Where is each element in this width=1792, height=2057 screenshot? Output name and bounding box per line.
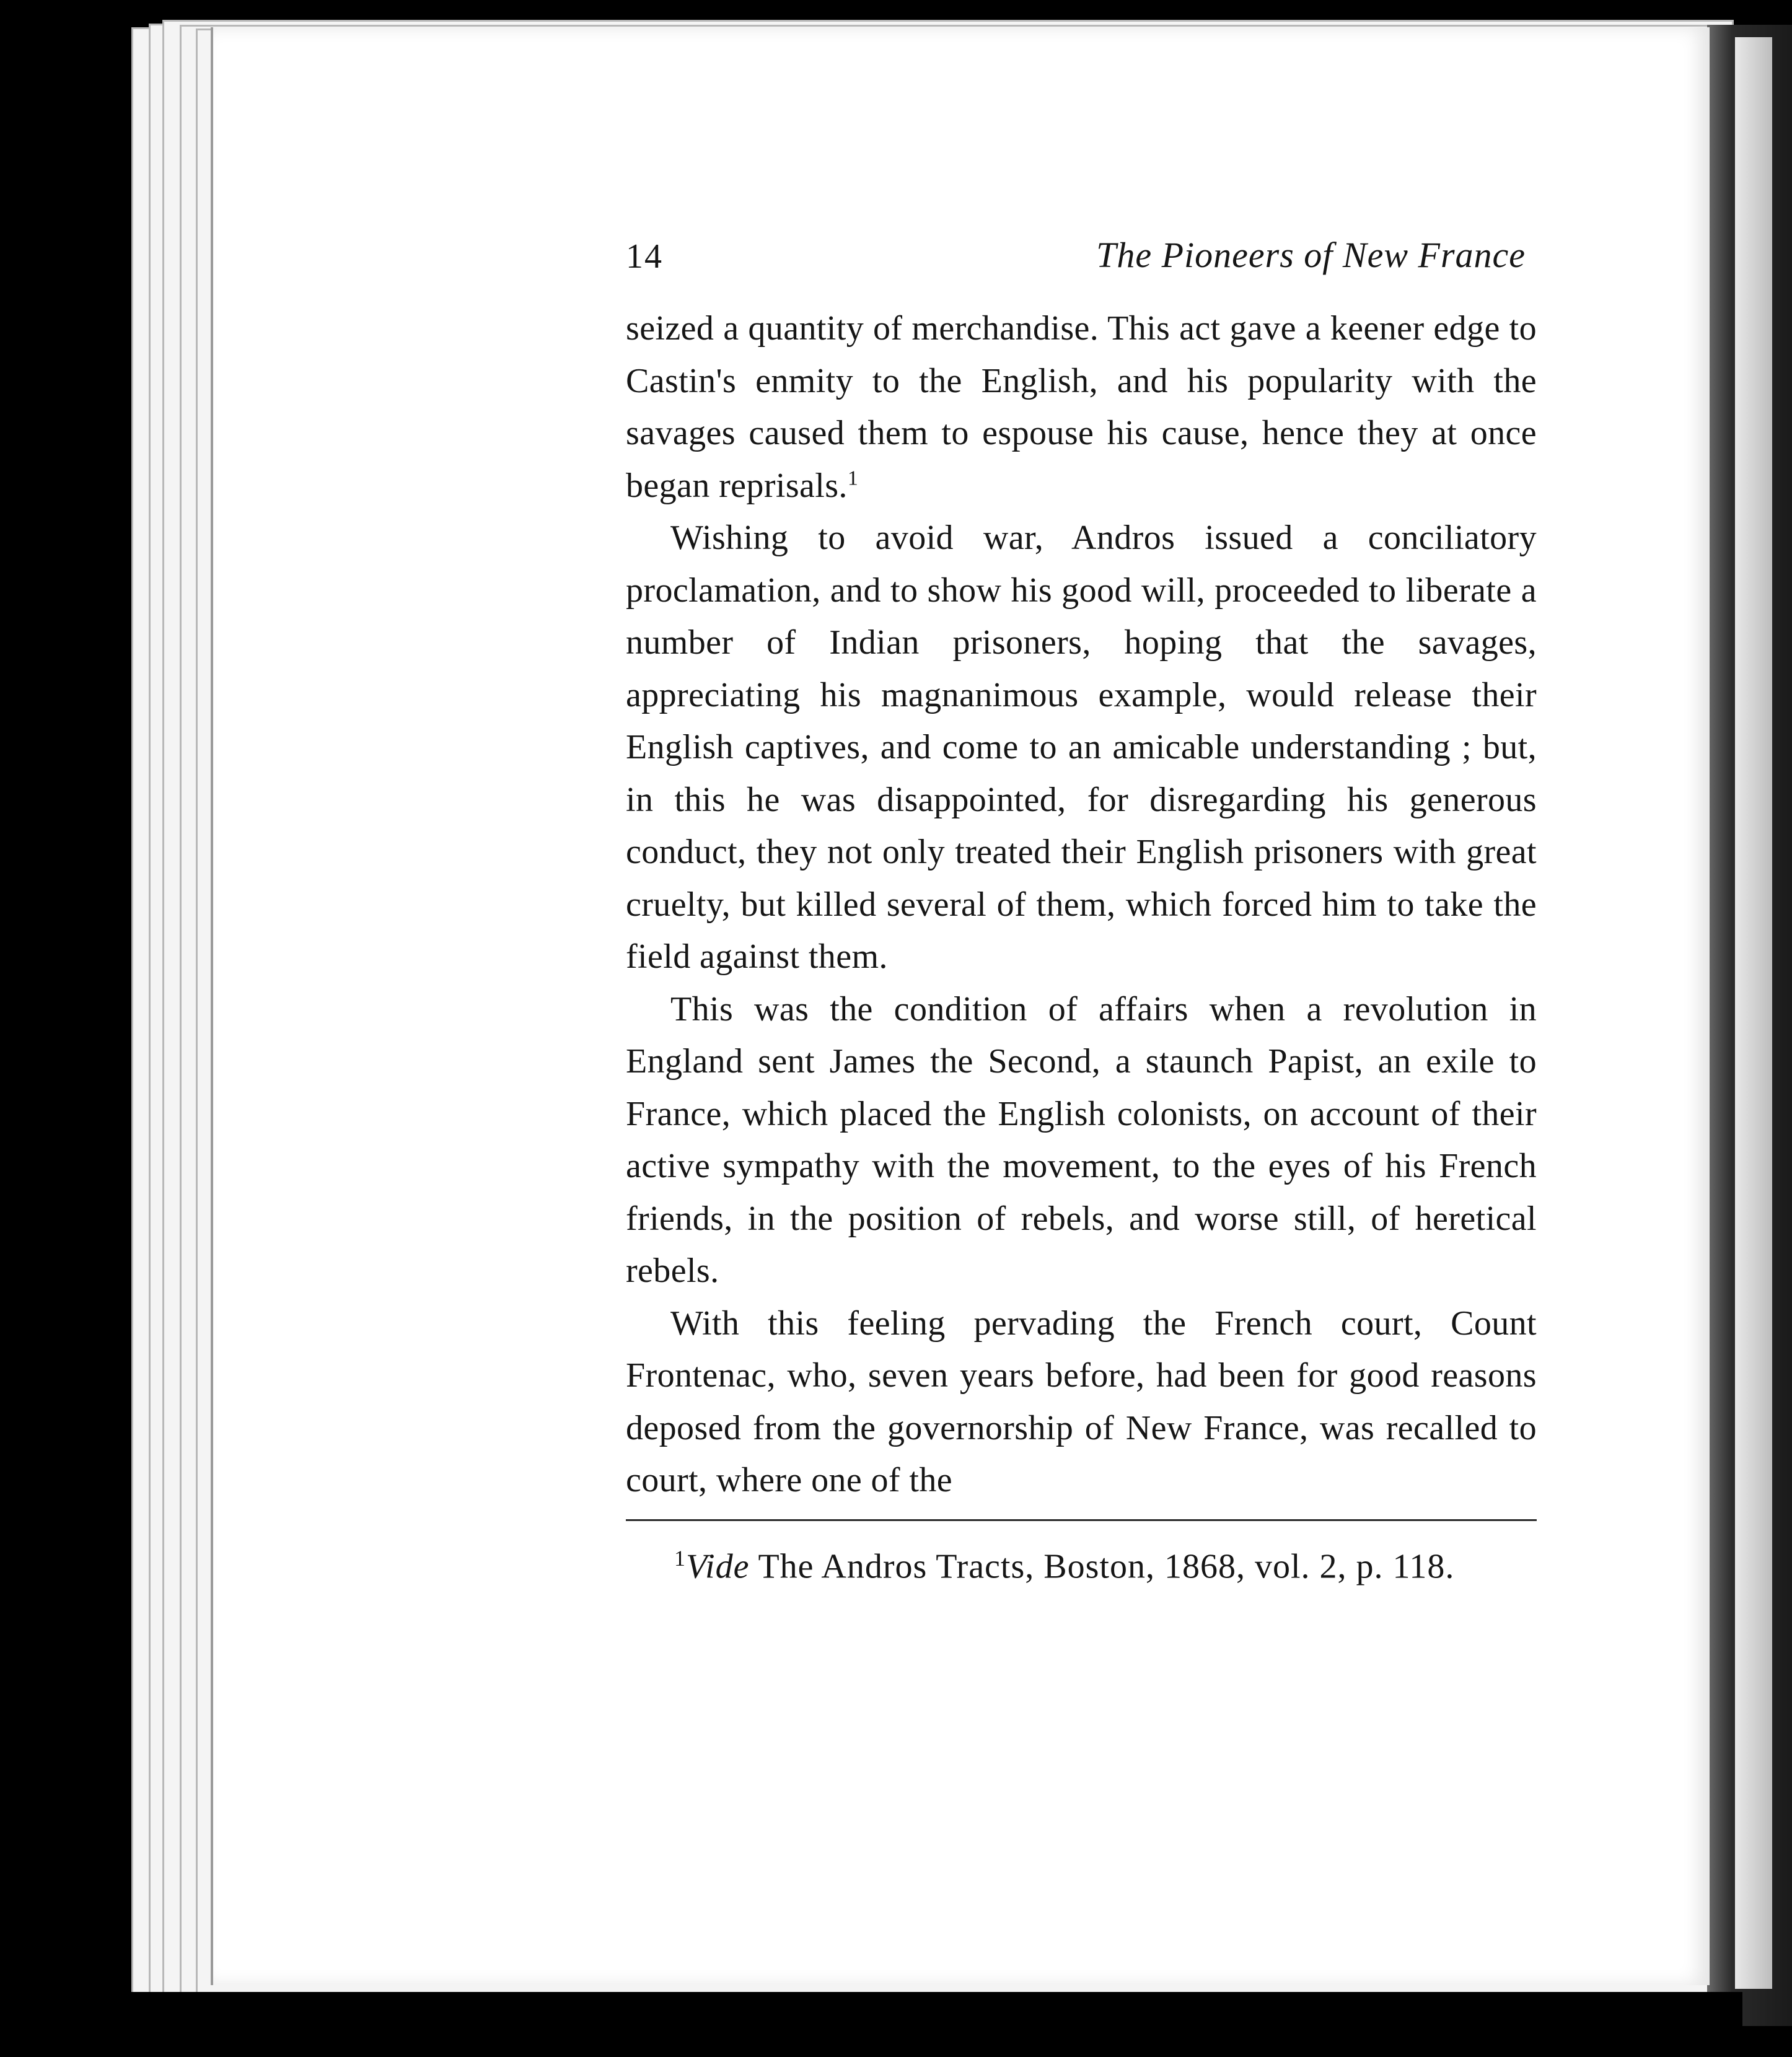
footnote: [626, 1535, 1537, 1590]
footnote-divider: [626, 1519, 1537, 1521]
footnote-text: The Andros Tracts, Boston, 1868, vol. 2, p. 118.: [749, 1547, 1455, 1586]
footnote-reference: 1: [847, 466, 859, 489]
footnote-marker: 1: [674, 1545, 686, 1571]
footnote-italic: Vide: [686, 1547, 750, 1586]
paragraph: [626, 302, 1537, 512]
scan-border: [131, 1992, 1742, 2057]
page-header: [626, 229, 1537, 285]
paragraph-text: seized a quantity of merchandise. This act gave a keener edge to Castin's enmity to the English, and his popularity with the savages caused them to espouse his cause, hence they at once began reprisals.: [626, 309, 1537, 505]
running-head: The Pioneers of New France: [1096, 235, 1526, 275]
facing-page-edge: [1735, 37, 1772, 1989]
paragraph: Wishing to avoid war, Andros issued a conciliatory proclamation, and to show his good will, proceeded to liberate a number of Indian prisoners, hoping that the savages, appreciating his magnanimous example, would release their English captives, and come to an amicable understanding ; but, in this he was disappointed, for disregarding his generous conduct, they not only treated their English prisoners with great cruelty, but killed several of them, which forced him to take the field against them.: [626, 519, 1537, 976]
page-number: 14: [626, 237, 663, 276]
page-text-block: [626, 229, 1537, 1590]
paragraph: With this feeling pervading the French court, Count Frontenac, who, seven years before, had been for good reasons deposed from the governorship of New France, was recalled to court, where one of the: [626, 1304, 1537, 1499]
body-text: [626, 302, 1537, 1507]
paragraph: This was the condition of affairs when a revolution in England sent James the Second, a staunch Papist, an exile to France, which placed the English colonists, on account of their active sympathy with the movement, to the eyes of his French friends, in the position of rebels, and worse still, of heretical rebels.: [626, 989, 1537, 1290]
